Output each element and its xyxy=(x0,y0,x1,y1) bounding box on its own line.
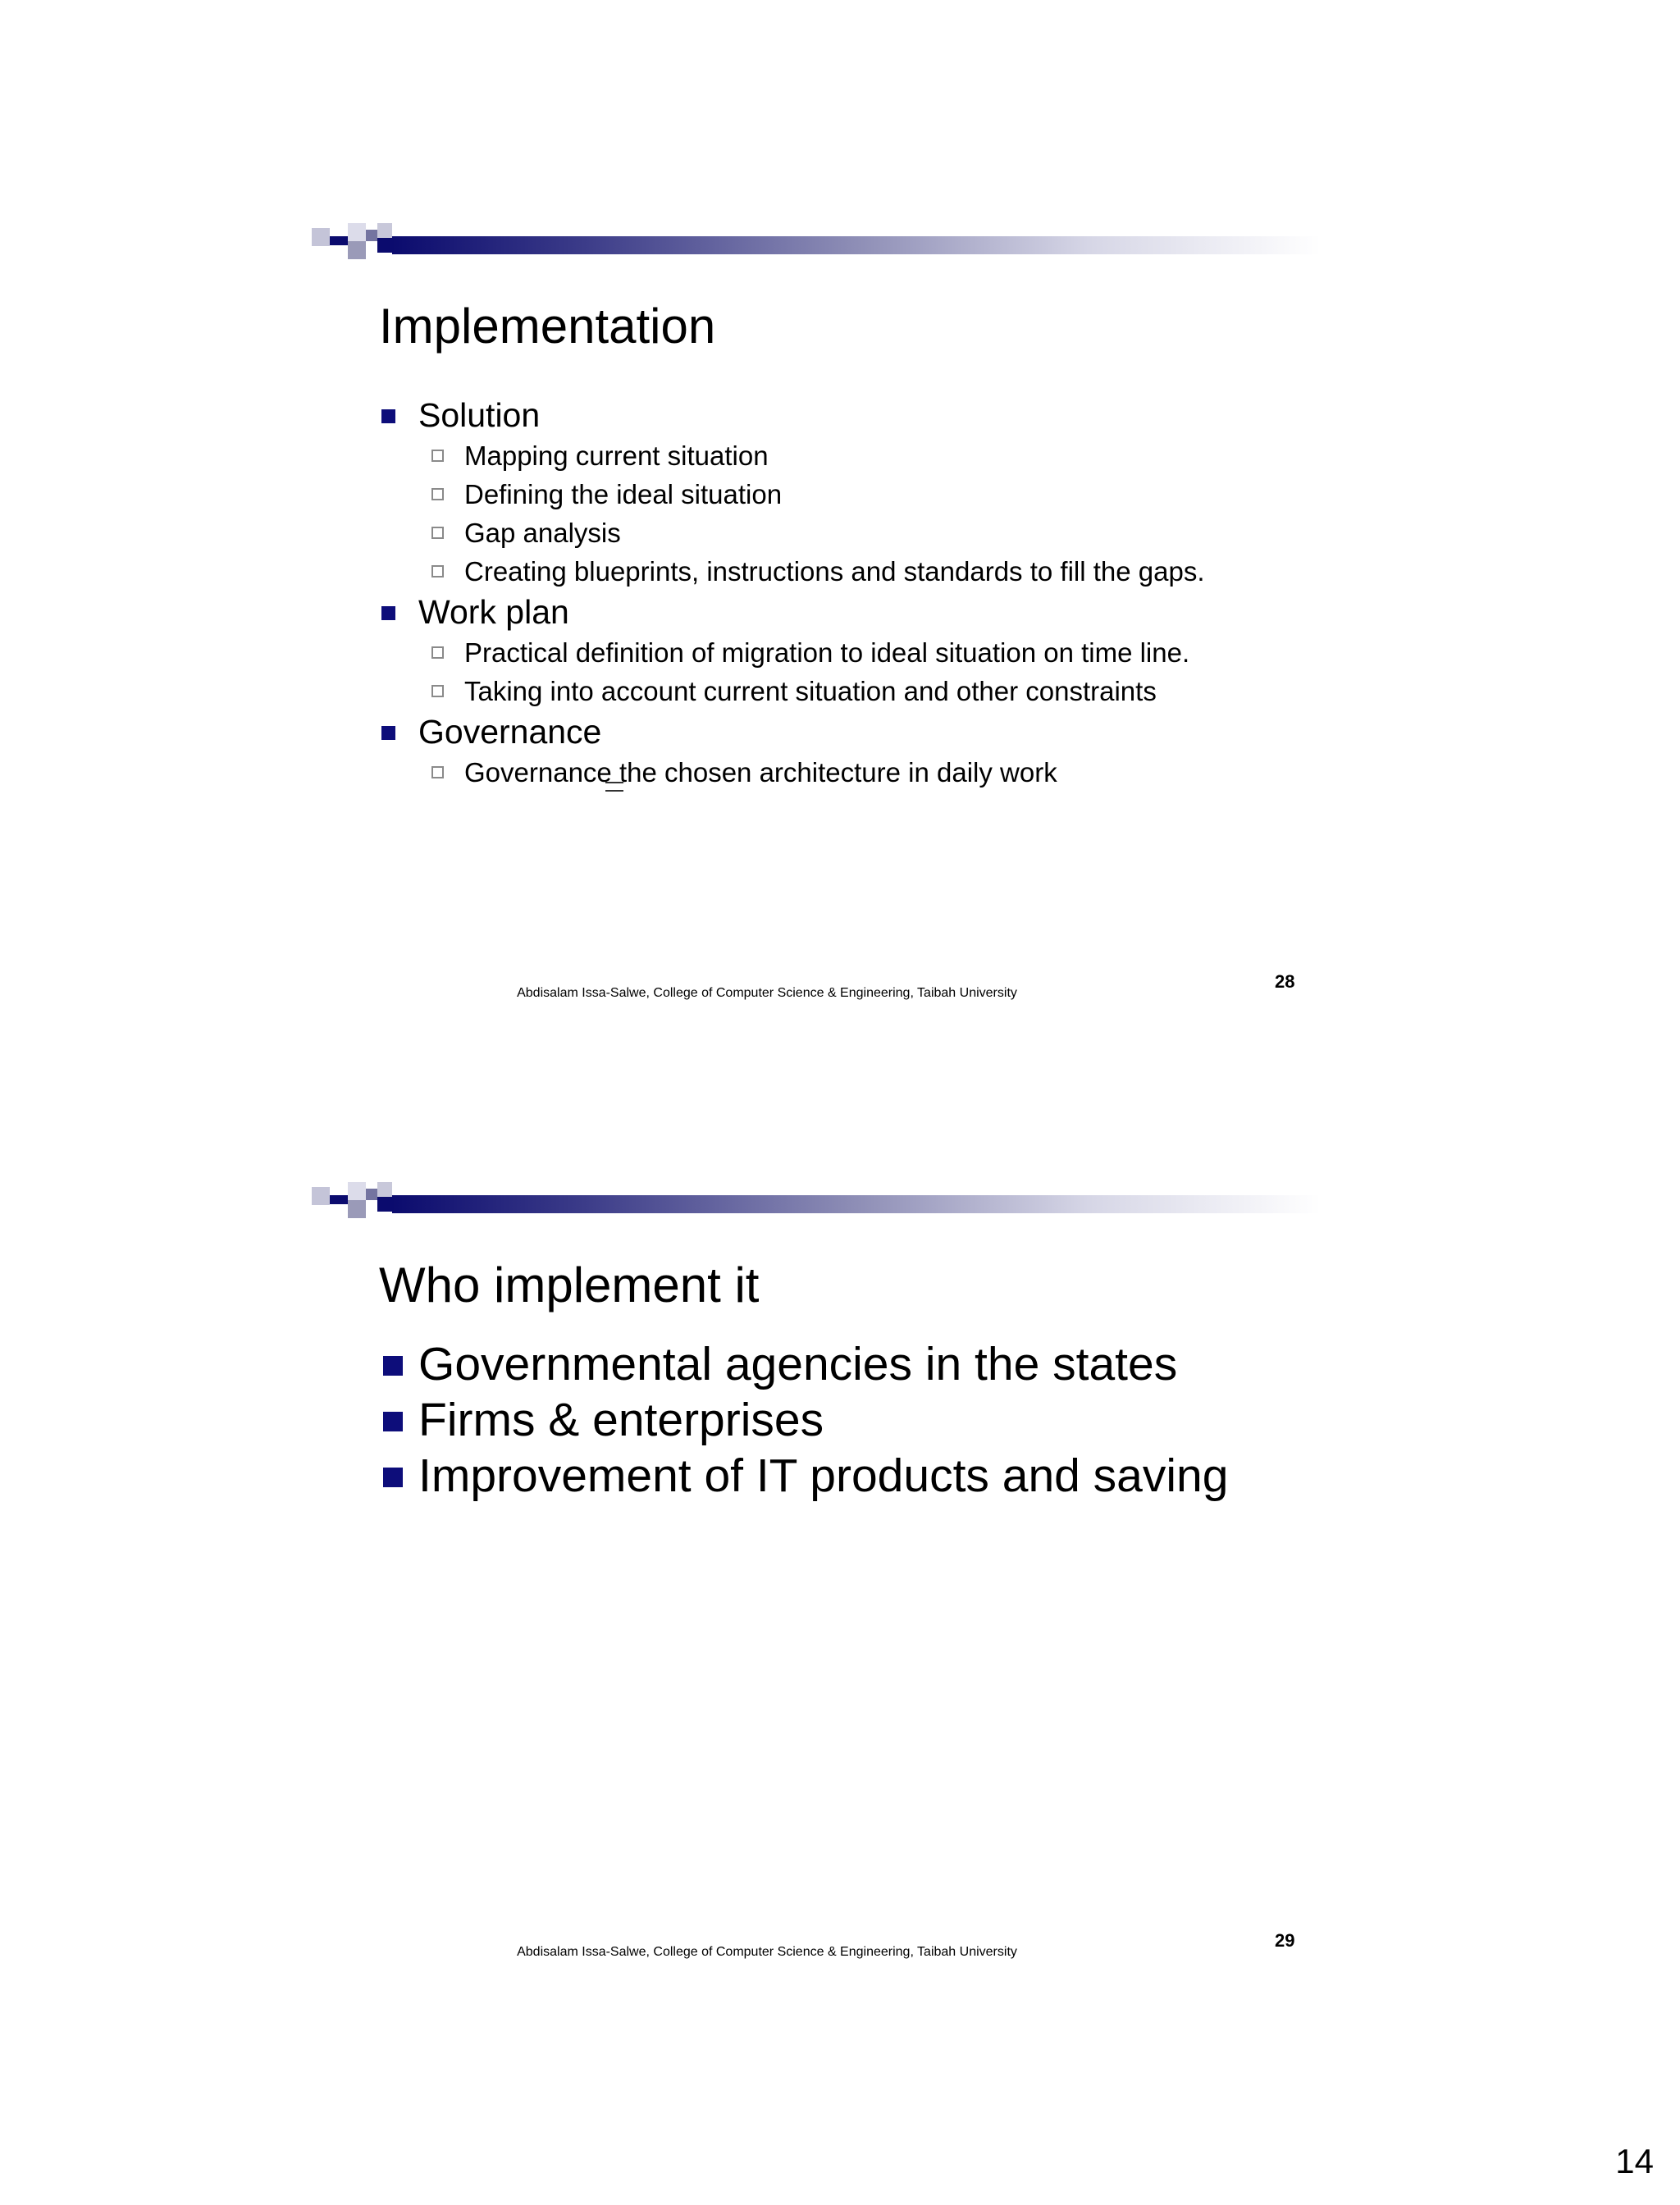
slide-footer: Abdisalam Issa-Salwe, College of Computer Science & Engineering, Taibah University xyxy=(517,986,1017,1000)
bullet-text: Governance xyxy=(418,713,602,751)
sub-bullet-item xyxy=(379,633,1298,672)
slide-29 xyxy=(312,1182,1321,2002)
sub-bullet-item xyxy=(379,514,1298,552)
sub-bullet-text: Governance the chosen architecture in daily work xyxy=(464,757,1057,788)
bullet-list xyxy=(379,394,1298,792)
sub-bullet-item xyxy=(379,552,1298,591)
header-decoration xyxy=(312,223,1321,264)
slide-title: Who implement it xyxy=(379,1258,760,1312)
hollow-square-bullet-icon xyxy=(431,766,444,778)
page-number: 14 xyxy=(1615,2142,1654,2180)
spellcheck-mark xyxy=(605,782,623,792)
bullet-item xyxy=(379,394,1298,436)
sub-bullet-item xyxy=(379,436,1298,475)
bullet-text: Firms & enterprises xyxy=(418,1394,824,1446)
square-bullet-icon xyxy=(381,726,395,740)
bullet-text: Improvement of IT products and saving xyxy=(418,1449,1229,1502)
sub-bullet-text: Gap analysis xyxy=(464,518,621,548)
hollow-square-bullet-icon xyxy=(431,646,444,659)
bullet-item xyxy=(379,1448,1298,1504)
bullet-text: Governmental agencies in the states xyxy=(418,1338,1178,1390)
bullet-text: Work plan xyxy=(418,593,569,631)
bullet-item xyxy=(379,710,1298,753)
sub-bullet-text: Creating blueprints, instructions and standards to fill the gaps. xyxy=(464,556,1205,587)
sub-bullet-item xyxy=(379,672,1298,710)
hollow-square-bullet-icon xyxy=(431,565,444,578)
sub-bullet-text: Mapping current situation xyxy=(464,441,769,471)
sub-bullet-text: Defining the ideal situation xyxy=(464,479,783,509)
hollow-square-bullet-icon xyxy=(431,450,444,462)
sub-bullet-item xyxy=(379,475,1298,514)
bullet-item xyxy=(379,1336,1298,1392)
square-bullet-icon xyxy=(381,606,395,620)
bullet-text: Solution xyxy=(418,396,541,434)
sub-bullet-text: Practical definition of migration to ideal situation on time line. xyxy=(464,637,1190,668)
header-decoration xyxy=(312,1182,1321,1223)
square-bullet-icon xyxy=(383,1356,403,1376)
sub-bullet-text: Taking into account current situation and other constraints xyxy=(464,676,1157,706)
hollow-square-bullet-icon xyxy=(431,488,444,500)
bullet-list xyxy=(379,1336,1298,1504)
bullet-item xyxy=(379,1392,1298,1448)
slide-number: 29 xyxy=(1275,1930,1295,1951)
slide-footer: Abdisalam Issa-Salwe, College of Computer Science & Engineering, Taibah University xyxy=(517,1945,1017,1959)
hollow-square-bullet-icon xyxy=(431,685,444,697)
square-bullet-icon xyxy=(383,1412,403,1431)
sub-bullet-item xyxy=(379,753,1298,792)
hollow-square-bullet-icon xyxy=(431,527,444,539)
slide-28 xyxy=(312,223,1321,1043)
slide-number: 28 xyxy=(1275,971,1295,992)
bullet-item xyxy=(379,591,1298,633)
square-bullet-icon xyxy=(383,1468,403,1487)
square-bullet-icon xyxy=(381,409,395,423)
slide-title: Implementation xyxy=(379,299,716,354)
